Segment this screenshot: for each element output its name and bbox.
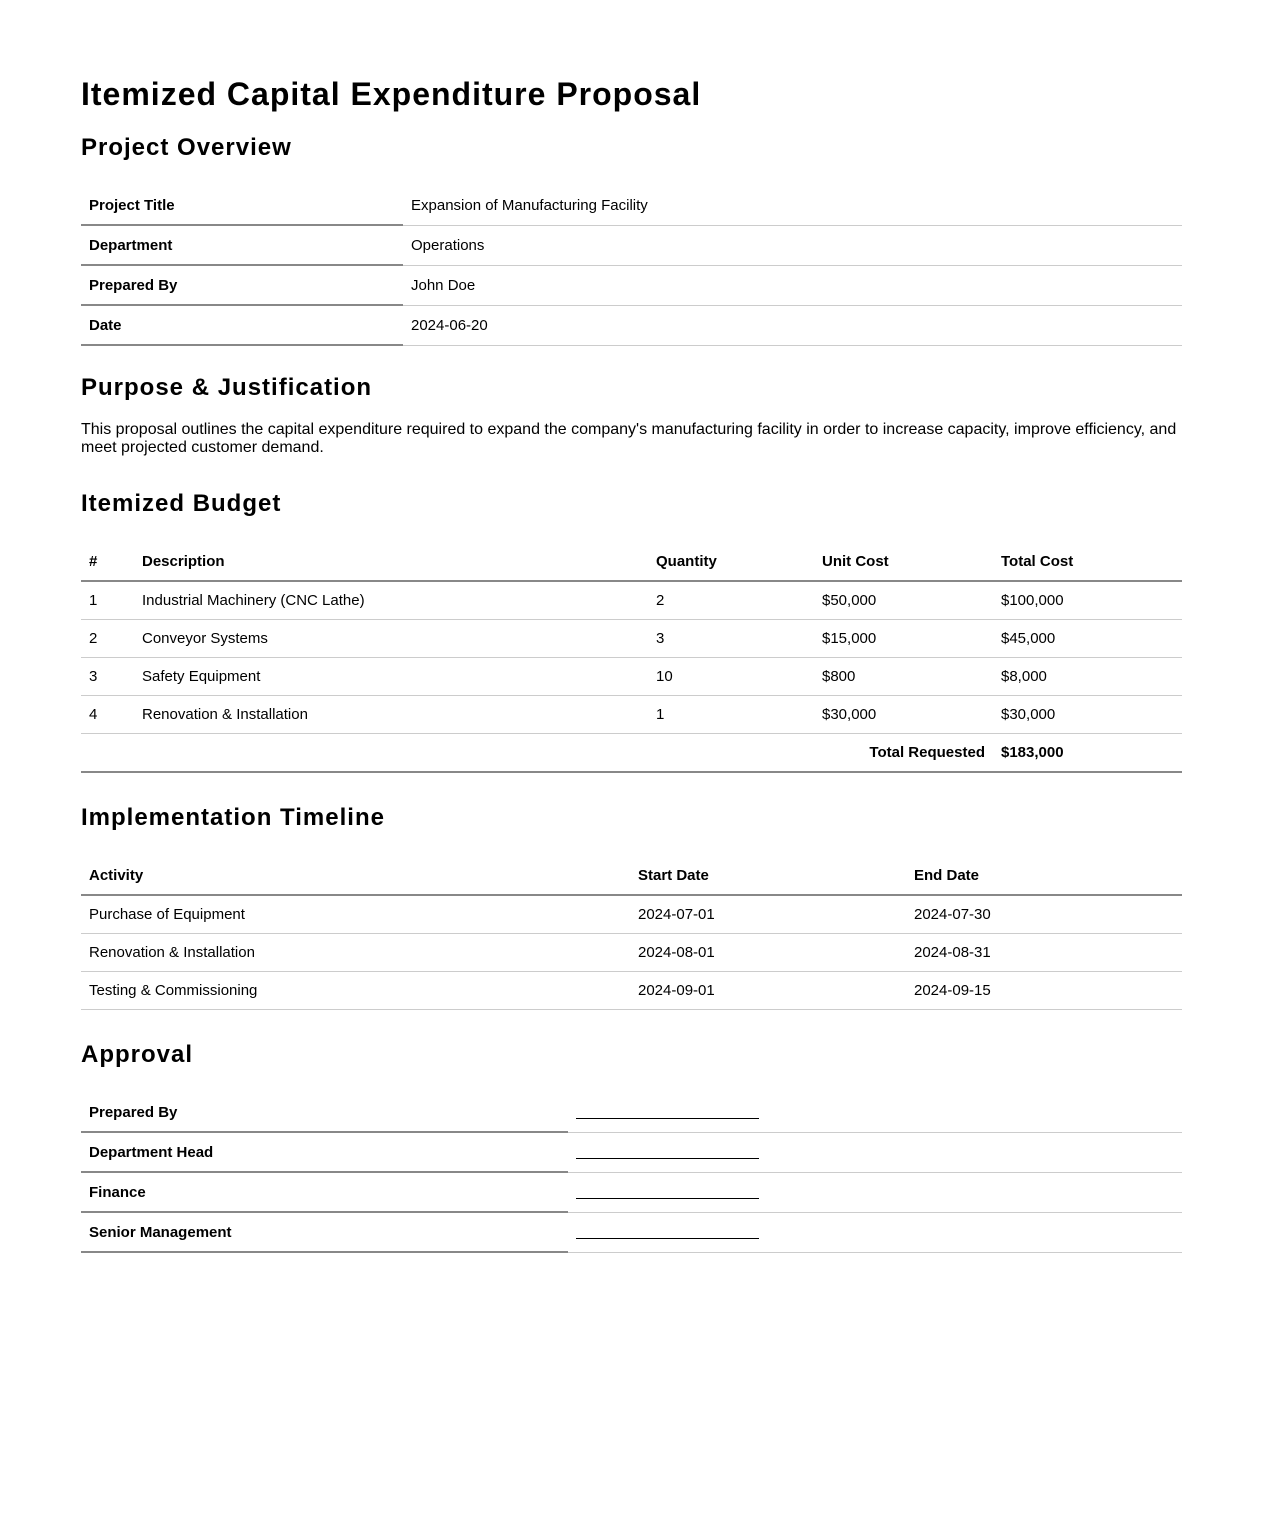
cell-number: 4 [81,696,134,734]
section-heading-approval: Approval [81,1041,194,1068]
approval-role: Senior Management [81,1212,568,1252]
approval-row [81,1093,1182,1132]
cell-activity: Renovation & Installation [81,934,630,972]
cell-activity: Purchase of Equipment [81,895,630,934]
overview-value: Operations [403,225,1182,265]
section-heading-budget: Itemized Budget [81,490,282,517]
cell-number: 3 [81,658,134,696]
cell-unit-cost: $15,000 [814,620,993,658]
cell-number: 1 [81,581,134,620]
column-header: Quantity [648,542,814,581]
overview-value: Expansion of Manufacturing Facility [403,186,1182,225]
signature-line[interactable] [568,1212,1182,1252]
approval-row [81,1212,1182,1252]
approval-role: Finance [81,1172,568,1212]
table-row [81,895,1182,934]
cell-unit-cost: $800 [814,658,993,696]
overview-label: Project Title [81,186,403,225]
signature-line[interactable] [568,1132,1182,1172]
approval-row [81,1172,1182,1212]
approval-role: Department Head [81,1132,568,1172]
cell-start-date: 2024-08-01 [630,934,906,972]
cell-quantity: 3 [648,620,814,658]
table-row [81,620,1182,658]
column-header: # [81,542,134,581]
cell-activity: Testing & Commissioning [81,972,630,1010]
total-value: $183,000 [993,734,1182,773]
budget-header-row [81,542,1182,581]
table-row [81,581,1182,620]
approval-role: Prepared By [81,1093,568,1132]
cell-end-date: 2024-08-31 [906,934,1182,972]
overview-value: John Doe [403,265,1182,305]
table-row [81,658,1182,696]
table-row [81,696,1182,734]
signature-line[interactable] [568,1093,1182,1132]
section-heading-overview: Project Overview [81,134,292,161]
cell-start-date: 2024-07-01 [630,895,906,934]
total-row [81,734,1182,773]
cell-total-cost: $45,000 [993,620,1182,658]
approval-table [81,1093,1182,1253]
cell-quantity: 1 [648,696,814,734]
table-row [81,972,1182,1010]
cell-end-date: 2024-09-15 [906,972,1182,1010]
column-header: Unit Cost [814,542,993,581]
section-heading-timeline: Implementation Timeline [81,804,385,831]
cell-description: Industrial Machinery (CNC Lathe) [134,581,648,620]
cell-unit-cost: $50,000 [814,581,993,620]
timeline-header-row [81,856,1182,895]
cell-number: 2 [81,620,134,658]
cell-total-cost: $8,000 [993,658,1182,696]
column-header: Start Date [630,856,906,895]
cell-description: Conveyor Systems [134,620,648,658]
overview-label: Department [81,225,403,265]
cell-description: Safety Equipment [134,658,648,696]
signature-line[interactable] [568,1172,1182,1212]
total-label: Total Requested [81,734,993,773]
overview-label: Prepared By [81,265,403,305]
budget-table [81,542,1182,773]
overview-row [81,186,1182,225]
cell-total-cost: $100,000 [993,581,1182,620]
column-header: Activity [81,856,630,895]
cell-end-date: 2024-07-30 [906,895,1182,934]
overview-row [81,265,1182,305]
purpose-paragraph: This proposal outlines the capital expenditure required to expand the company's manufacturing facility in order to increase capacity, improve efficiency, and meet projected customer demand. [81,421,1177,456]
cell-unit-cost: $30,000 [814,696,993,734]
approval-row [81,1132,1182,1172]
column-header: End Date [906,856,1182,895]
timeline-table [81,856,1182,1010]
cell-description: Renovation & Installation [134,696,648,734]
cell-total-cost: $30,000 [993,696,1182,734]
section-heading-purpose: Purpose & Justification [81,374,373,401]
overview-row [81,305,1182,345]
cell-quantity: 10 [648,658,814,696]
column-header: Description [134,542,648,581]
cell-start-date: 2024-09-01 [630,972,906,1010]
document-title: Itemized Capital Expenditure Proposal [81,76,702,112]
cell-quantity: 2 [648,581,814,620]
column-header: Total Cost [993,542,1182,581]
overview-row [81,225,1182,265]
overview-table [81,186,1182,346]
table-row [81,934,1182,972]
overview-label: Date [81,305,403,345]
overview-value: 2024-06-20 [403,305,1182,345]
